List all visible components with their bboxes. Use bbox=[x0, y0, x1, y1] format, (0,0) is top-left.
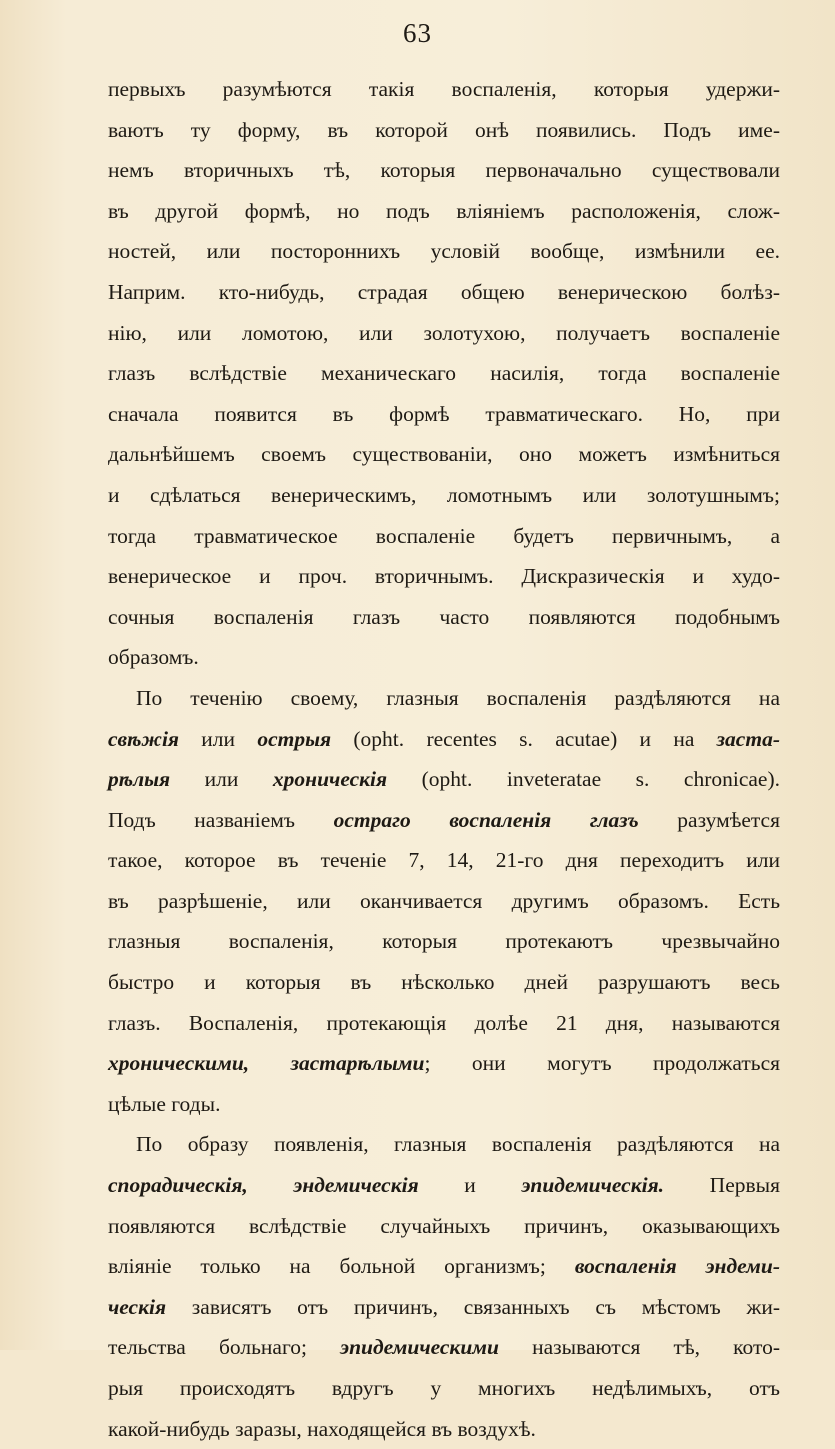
text-line: ческія зависятъ отъ причинъ, связанныхъ съ мѣстомъ жи- bbox=[108, 1294, 780, 1319]
text-line: рыя происходятъ вдругъ у многихъ недѣлимыхъ, отъ bbox=[108, 1376, 780, 1400]
italic-term: хроническія bbox=[272, 767, 388, 792]
italic-term: эпидемическими bbox=[340, 1335, 499, 1360]
text-line: По теченію своему, глазныя воспаленія раздѣляются на bbox=[136, 685, 780, 710]
text-line: Подъ названіемъ остраго воспаленія глазъ разумѣется bbox=[108, 807, 780, 832]
text-line: тогда травматическое воспаленіе будетъ первичнымъ, а bbox=[108, 523, 780, 548]
italic-term: спорадическія, эндемическія bbox=[108, 1173, 419, 1198]
text-line: ваютъ ту форму, въ которой онѣ появились. Подъ име- bbox=[108, 117, 780, 142]
text-line: глазъ. Воспаленія, протекающія долѣе 21 дня, называются bbox=[108, 1010, 780, 1035]
text-line: какой-нибудь заразы, находящейся въ воздухѣ. bbox=[108, 1416, 536, 1441]
text-line: дальнѣйшемъ своемъ существованіи, оно можетъ измѣниться bbox=[108, 442, 780, 467]
paragraph bbox=[108, 69, 780, 678]
italic-term: рѣлыя bbox=[108, 767, 171, 792]
italic-term: хроническими, застарѣлыми bbox=[108, 1051, 425, 1076]
text-line: такое, которое въ теченіе 7, 14, 21-го дня переходитъ или bbox=[108, 848, 780, 873]
text-line: Наприм. кто-нибудь, страдая общею венерическою болѣз- bbox=[108, 279, 780, 304]
text-line: ностей, или постороннихъ условій вообще, измѣнили ее. bbox=[108, 239, 780, 264]
text-line: образомъ. bbox=[108, 645, 199, 670]
italic-term: остраго воспаленія глазъ bbox=[333, 807, 639, 832]
paragraph bbox=[108, 1124, 780, 1449]
text-line: глазъ вслѣдствіе механическаго насилія, тогда воспаленіе bbox=[108, 361, 780, 386]
text-line: немъ вторичныхъ тѣ, которыя первоначально существовали bbox=[108, 158, 780, 183]
italic-term: ческія bbox=[108, 1294, 167, 1319]
text-line: появляются вслѣдствіе случайныхъ причинъ, оказывающихъ bbox=[108, 1213, 780, 1238]
italic-term: острыя bbox=[257, 726, 332, 751]
italic-term: свѣжія bbox=[108, 726, 180, 751]
text-line: тельства больнаго; эпидемическими называются тѣ, кото- bbox=[108, 1335, 780, 1360]
text-line: хроническими, застарѣлыми; они могутъ продолжаться bbox=[108, 1051, 780, 1076]
body-text bbox=[108, 69, 780, 1449]
text-line: сочныя воспаленія глазъ часто появляются подобнымъ bbox=[108, 604, 780, 629]
text-line: рѣлыя или хроническія (opht. inveteratae s. chronicae). bbox=[108, 767, 780, 792]
text-line: цѣлые годы. bbox=[108, 1091, 221, 1116]
italic-term: заста- bbox=[716, 726, 780, 751]
text-line: первыхъ разумѣются такія воспаленія, которыя удержи- bbox=[108, 77, 780, 101]
page-number: 63 bbox=[403, 18, 432, 48]
text-line: нію, или ломотою, или золотухою, получаетъ воспаленіе bbox=[108, 320, 780, 345]
text-line: въ разрѣшеніе, или оканчивается другимъ образомъ. Есть bbox=[108, 888, 780, 913]
text-line: вліяніе только на больной организмъ; воспаленія эндеми- bbox=[108, 1254, 780, 1279]
text-line: глазныя воспаленія, которыя протекаютъ чрезвычайно bbox=[108, 929, 780, 954]
text-line: и сдѣлаться венерическимъ, ломотнымъ или золотушнымъ; bbox=[108, 482, 780, 507]
text-line: По образу появленія, глазныя воспаленія раздѣляются на bbox=[136, 1132, 780, 1157]
text-line: спорадическія, эндемическія и эпидемическія. Первыя bbox=[108, 1173, 780, 1198]
text-line: въ другой формѣ, но подъ вліяніемъ расположенія, слож- bbox=[108, 198, 780, 223]
text-line: венерическое и проч. вторичнымъ. Дискразическія и худо- bbox=[108, 564, 780, 589]
paragraph bbox=[108, 678, 780, 1125]
italic-term: воспаленія эндеми- bbox=[574, 1254, 780, 1279]
text-line: сначала появится въ формѣ травматическаго. Но, при bbox=[108, 401, 780, 426]
text-line: свѣжія или острыя (opht. recentes s. acutae) и на заста- bbox=[108, 726, 780, 751]
text-line: быстро и которыя въ нѣсколько дней разрушаютъ весь bbox=[108, 970, 780, 995]
italic-term: эпидемическія. bbox=[521, 1173, 665, 1198]
